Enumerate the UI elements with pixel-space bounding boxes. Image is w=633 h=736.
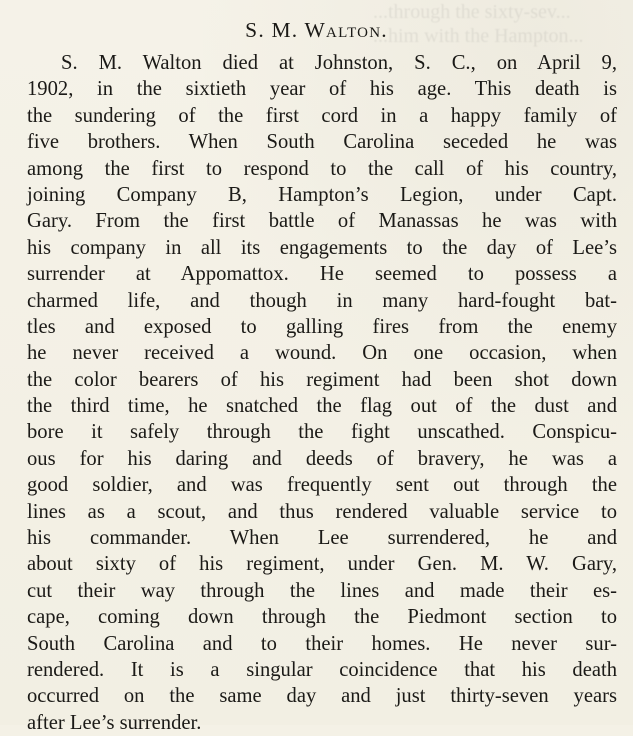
- bleed-line: ...through the sixty-sev...: [373, 1, 571, 23]
- text-line: he never received a wound. On one occasion, when: [27, 342, 617, 365]
- text-line: 1902, in the sixtieth year of his age. This death is: [27, 78, 617, 101]
- text-line: the color bearers of his regiment had been shot down: [27, 368, 617, 391]
- text-line: his commander. When Lee surrendered, he and: [27, 527, 617, 550]
- text-line: tles and exposed to galling fires from the enemy: [27, 315, 617, 338]
- text-line: occurred on the same day and just thirty-seven years: [27, 685, 617, 708]
- text-line: his company in all its engagements to the day of Lee’s: [27, 236, 617, 259]
- text-line: cut their way through the lines and made their es-: [27, 579, 617, 602]
- text-line: charmed life, and though in many hard-fought bat-: [27, 289, 617, 312]
- text-line: the third time, he snatched the flag out of the dust and: [27, 395, 617, 418]
- text-line: Gary. From the first battle of Manassas he was with: [27, 210, 617, 233]
- text-line: bore it safely through the fight unscathed. Conspicu-: [27, 421, 617, 444]
- text-line: about sixty of his regiment, under Gen. M. W. Gary,: [27, 553, 617, 576]
- text-line: rendered. It is a singular coincidence that his death: [27, 658, 617, 681]
- text-line: S. M. Walton died at Johnston, S. C., on April 9,: [61, 52, 617, 74]
- text-line: cape, coming down through the Piedmont section to: [27, 606, 617, 629]
- text-line: the sundering of the first cord in a happy family of: [27, 104, 617, 127]
- bleed-line: ...him with the Hampton...: [373, 25, 584, 47]
- text-line: good soldier, and was frequently sent out through the: [27, 474, 617, 497]
- obituary-title: S. M. Walton.: [245, 18, 388, 42]
- text-line: joining Company B, Hampton’s Legion, under Capt.: [27, 183, 617, 206]
- text-line: surrender at Appomattox. He seemed to possess a: [27, 263, 617, 286]
- text-line: lines as a scout, and thus rendered valuable service to: [27, 500, 617, 523]
- text-line: after Lee’s surrender.: [27, 711, 202, 734]
- text-line: among the first to respond to the call of his country,: [27, 157, 617, 180]
- obituary-body: [27, 50, 617, 736]
- text-line: South Carolina and to their homes. He never sur-: [27, 632, 617, 655]
- text-line: ous for his daring and deeds of bravery, he was a: [27, 447, 617, 470]
- text-line: five brothers. When South Carolina seceded he was: [27, 131, 617, 154]
